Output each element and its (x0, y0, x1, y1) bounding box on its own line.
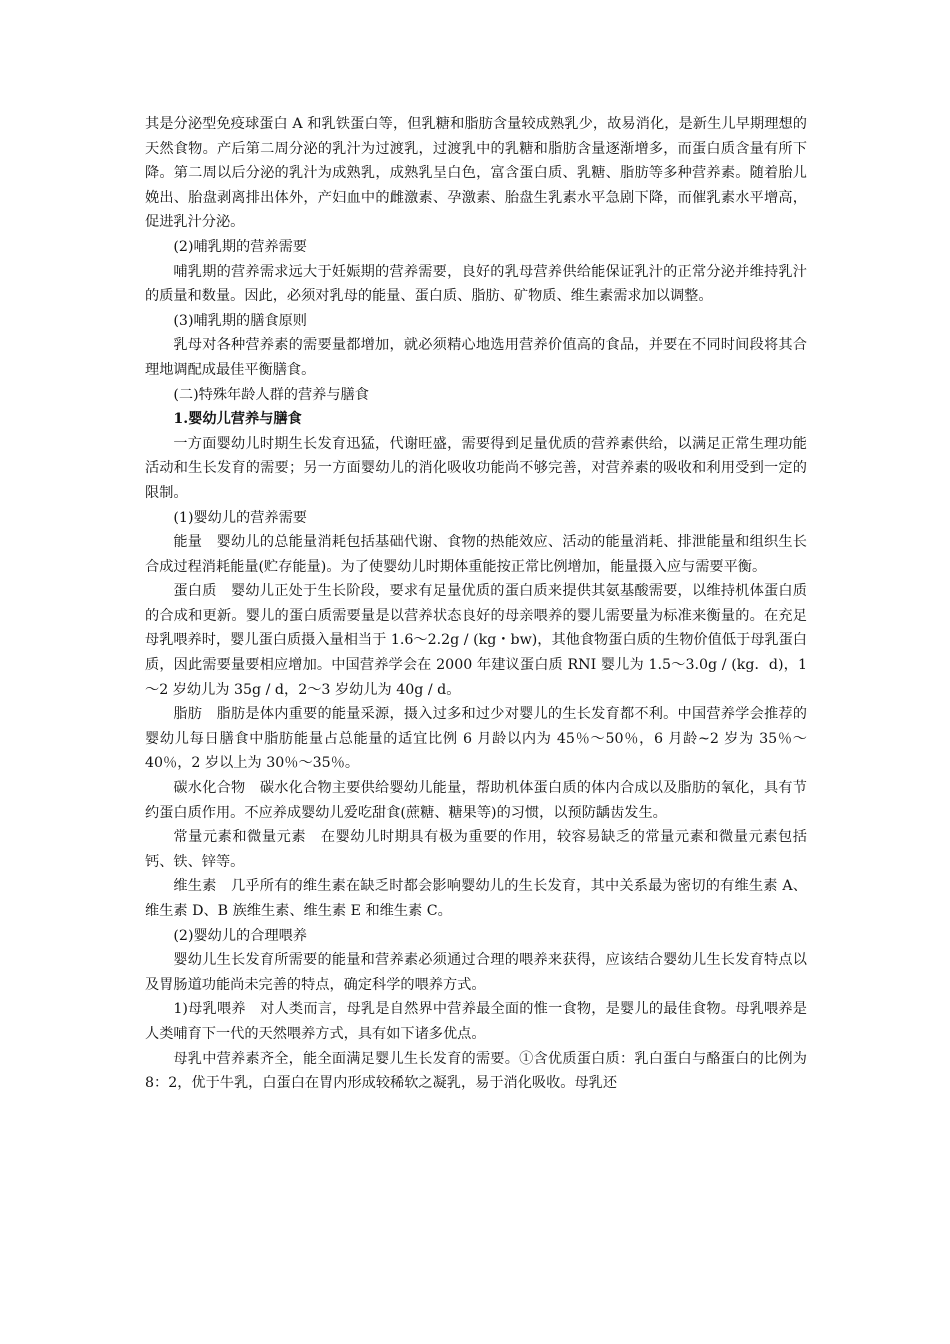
heading-infant-nutrition-needs: (1)婴幼儿的营养需要 (173, 509, 307, 526)
paragraph-minerals: 常量元素和微量元素 在婴幼儿时期具有极为重要的作用，较容易缺乏的常量元素和微量元素包括钙、铁、锌等。 (145, 829, 807, 870)
heading-infant-feeding: (2)婴幼儿的合理喂养 (173, 927, 307, 944)
paragraph-lactation-needs: 哺乳期的营养需求远大于妊娠期的营养需要，良好的乳母营养供给能保证乳汁的正常分泌并维持乳汁的质量和数量。因此，必须对乳母的能量、蛋白质、脂肪、矿物质、维生素需求加以调整。 (145, 263, 807, 305)
heading-lactation-nutrition-needs: (2)哺乳期的营养需要 (173, 238, 307, 255)
paragraph-breast-milk-nutrients: 母乳中营养素齐全，能全面满足婴儿生长发育的需要。①含优质蛋白质：乳白蛋白与酪蛋白的比例为 8：2，优于牛乳，白蛋白在胃内形成较稀软之凝乳，易于消化吸收。母乳还 (145, 1050, 807, 1092)
paragraph-lactation-diet: 乳母对各种营养素的需要量都增加，就必须精心地选用营养价值高的食品，并要在不同时间段将其合理地调配成最佳平衡膳食。 (145, 337, 807, 378)
paragraph-fat: 脂肪 脂肪是体内重要的能量采源，摄入过多和过少对婴儿的生长发育都不利。中国营养学会推荐的婴幼儿每日膳食中脂肪能量占总能量的适宜比例 6 月龄以内为 45％～50％，6 月龄~2 岁为 35％～40％，2 岁以上为 30％～35％。 (145, 706, 807, 772)
paragraph-feeding-intro: 婴幼儿生长发育所需要的能量和营养素必须通过合理的喂养来获得，应该结合婴幼儿生长发育特点以及胃肠道功能尚未完善的特点，确定科学的喂养方式。 (145, 952, 807, 993)
paragraph-energy: 能量 婴幼儿的总能量消耗包括基础代谢、食物的热能效应、活动的能量消耗、排泄能量和组织生长合成过程消耗能量(贮存能量)。为了使婴幼儿时期体重能按正常比例增加，能量摄入应与需要平衡。 (145, 534, 807, 575)
paragraph-carbohydrate: 碳水化合物 碳水化合物主要供给婴幼儿能量，帮助机体蛋白质的体内合成以及脂肪的氧化，具有节约蛋白质作用。不应养成婴幼儿爱吃甜食(蔗糖、糖果等)的习惯，以预防龋齿发生。 (145, 780, 807, 821)
paragraph-protein: 蛋白质 婴幼儿正处于生长阶段，要求有足量优质的蛋白质来提供其氨基酸需要，以维持机体蛋白质的合成和更新。婴儿的蛋白质需要量是以营养状态良好的母亲喂养的婴儿需要量为标准来衡量的。在充足母乳喂养时，婴儿蛋白质摄入量相当于 1.6～2.2g / (kg・bw)，其他食物蛋白质的生物价值低于母乳蛋白质，因此需要量要相应增加。中国营养学会在 2000 年建议蛋白质 RNI 婴儿为 1.5～3.0g / (kg．d)，1～2 岁幼儿为 35g / d，2～3 岁幼儿为 40g / d。 (145, 583, 807, 698)
heading-infant-nutrition: 1.婴幼儿营养与膳食 (173, 411, 302, 428)
paragraph-breast-milk-stages: 其是分泌型免疫球蛋白 A 和乳铁蛋白等，但乳糖和脂肪含量较成熟乳少，故易消化，是新生儿早期理想的天然食物。产后第二周分泌的乳汁为过渡乳，过渡乳中的乳糖和脂肪含量逐渐增多，而蛋白质含量有所下降。第二周以后分泌的乳汁为成熟乳，成熟乳呈白色，富含蛋白质、乳糖、脂肪等多种营养素。随着胎儿娩出、胎盘剥离排出体外，产妇血中的雌激素、孕激素、胎盘生乳素水平急剧下降，而催乳素水平增高，促进乳汁分泌。 (145, 116, 807, 231)
paragraph-vitamins: 维生素 几乎所有的维生素在缺乏时都会影响婴幼儿的生长发育，其中关系最为密切的有维生素 A、维生素 D、B 族维生素、维生素 E 和维生素 C。 (145, 878, 807, 919)
paragraph-breastfeeding: 1)母乳喂养 对人类而言，母乳是自然界中营养最全面的惟一食物，是婴儿的最佳食物。母乳喂养是人类哺育下一代的天然喂养方式，具有如下诸多优点。 (145, 1001, 807, 1042)
heading-lactation-diet-principles: (3)哺乳期的膳食原则 (173, 312, 307, 329)
heading-special-age-groups: (二)特殊年龄人群的营养与膳食 (173, 386, 369, 403)
document-page (145, 112, 807, 1096)
paragraph-infant-intro: 一方面婴幼儿时期生长发育迅猛，代谢旺盛，需要得到足量优质的营养素供给，以满足正常生理功能活动和生长发育的需要；另一方面婴幼儿的消化吸收功能尚不够完善，对营养素的吸收和利用受到一定的限制。 (145, 435, 807, 501)
